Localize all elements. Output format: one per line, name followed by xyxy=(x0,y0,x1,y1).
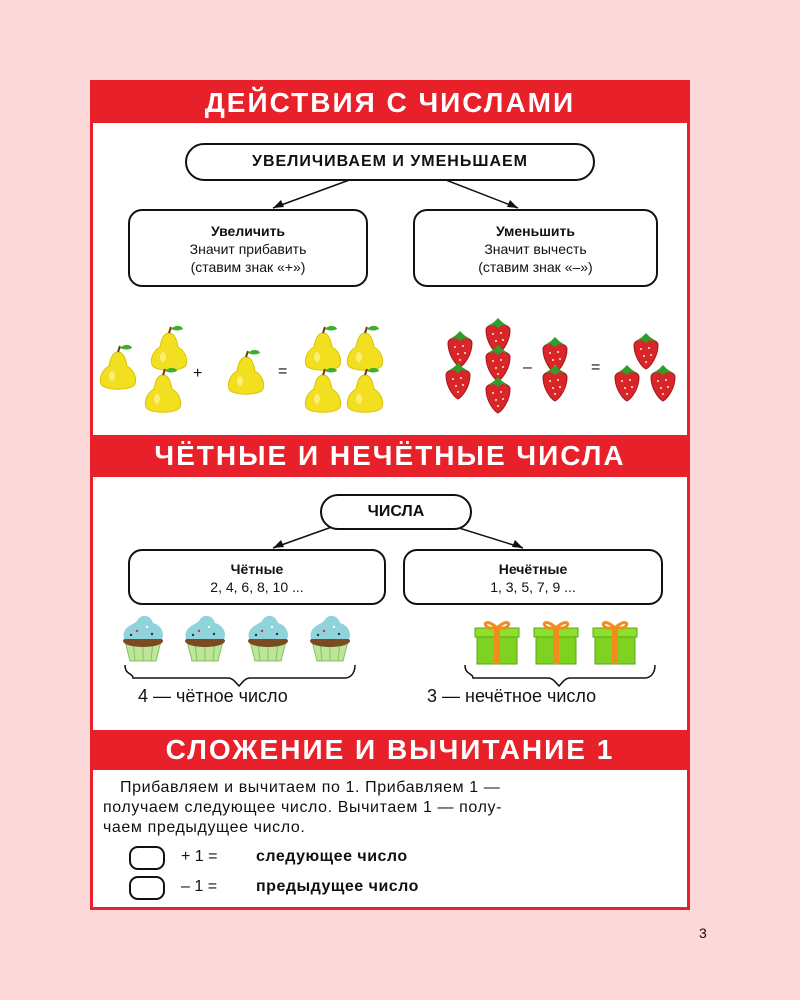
number-placeholder-1 xyxy=(129,846,165,870)
decrease-line1: Значит вычесть xyxy=(484,241,587,257)
decrease-title: Уменьшить xyxy=(496,223,575,239)
rule1-text: следующее число xyxy=(256,848,408,865)
number-placeholder-2 xyxy=(129,876,165,900)
section3-title: СЛОЖЕНИЕ И ВЫЧИТАНИЕ 1 xyxy=(93,730,687,770)
numbers-pill: ЧИСЛА xyxy=(320,494,472,530)
para-line1: Прибавляем и вычитаем по 1. Прибавляем 1 — xyxy=(120,779,501,796)
plus-sign: + xyxy=(193,365,203,382)
odd-title: Нечётные xyxy=(498,561,568,577)
rule1-operation: + 1 = xyxy=(181,848,218,865)
decrease-line2: (ставим знак «–») xyxy=(478,259,593,275)
increase-title: Увеличить xyxy=(210,223,286,239)
rule2-operation: – 1 = xyxy=(181,878,218,895)
increase-line2: (ставим знак «+») xyxy=(190,259,306,275)
berry-equals-sign: = xyxy=(591,359,601,376)
rule2-text: предыдущее число xyxy=(256,878,419,895)
page-sheet xyxy=(90,80,690,910)
increase-decrease-pill: УВЕЛИЧИВАЕМ И УМЕНЬШАЕМ xyxy=(185,143,595,181)
even-caption: 4 — чётное число xyxy=(138,686,288,706)
para-line3: чаем предыдущее число. xyxy=(103,819,306,836)
even-box xyxy=(128,549,386,605)
even-title: Чётные xyxy=(230,561,284,577)
odd-values: 1, 3, 5, 7, 9 ... xyxy=(490,579,576,595)
odd-box xyxy=(403,549,663,605)
page-number: 3 xyxy=(699,925,707,941)
para-line2: получаем следующее число. Вычитаем 1 — полу- xyxy=(103,799,503,816)
pear-equals-sign: = xyxy=(278,363,288,380)
odd-caption: 3 — нечётное число xyxy=(427,686,597,706)
section1-title: ДЕЙСТВИЯ С ЧИСЛАМИ xyxy=(93,83,687,123)
increase-line1: Значит прибавить xyxy=(189,241,307,257)
minus-sign: – xyxy=(523,359,532,376)
section2-title: ЧЁТНЫЕ И НЕЧЁТНЫЕ ЧИСЛА xyxy=(93,435,687,477)
even-values: 2, 4, 6, 8, 10 ... xyxy=(210,579,304,595)
